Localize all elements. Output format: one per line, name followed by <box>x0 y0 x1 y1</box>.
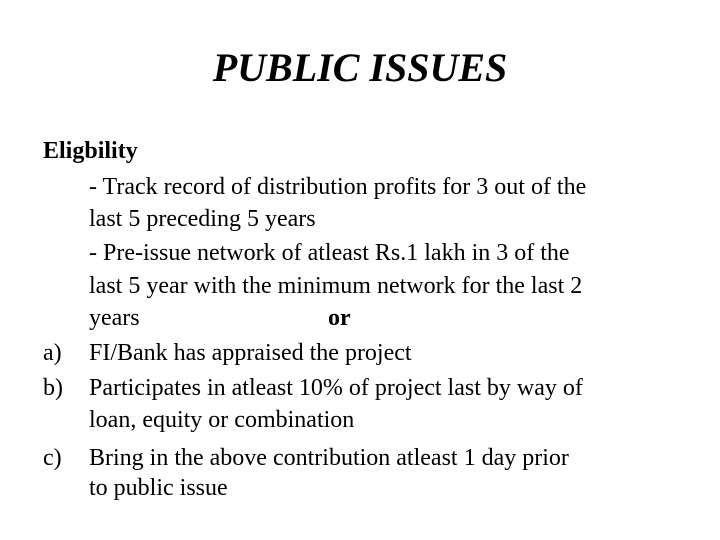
list-item-marker-c: c) <box>43 445 62 471</box>
criteria-line: - Track record of distribution profits for 3 out of the <box>89 174 587 200</box>
criteria-line: - Pre-issue network of atleast Rs.1 lakh in 3 of the <box>89 240 570 266</box>
criteria-line: last 5 preceding 5 years <box>89 206 316 232</box>
or-connector: or <box>328 305 351 331</box>
list-item-marker-a: a) <box>43 340 62 366</box>
list-item-a-line: FI/Bank has appraised the project <box>89 340 412 366</box>
list-item-c-line: Bring in the above contribution atleast 1 day prior <box>89 445 569 471</box>
criteria-line: years <box>89 305 140 331</box>
criteria-line: last 5 year with the minimum network for the last 2 <box>89 273 583 299</box>
slide-title: PUBLIC ISSUES <box>212 45 508 90</box>
list-item-b-line: Participates in atleast 10% of project last by way of <box>89 375 583 401</box>
list-item-c-line: to public issue <box>89 475 228 501</box>
list-item-b-line: loan, equity or combination <box>89 407 355 433</box>
eligibility-heading: Eligbility <box>43 138 138 164</box>
list-item-marker-b: b) <box>43 375 63 401</box>
